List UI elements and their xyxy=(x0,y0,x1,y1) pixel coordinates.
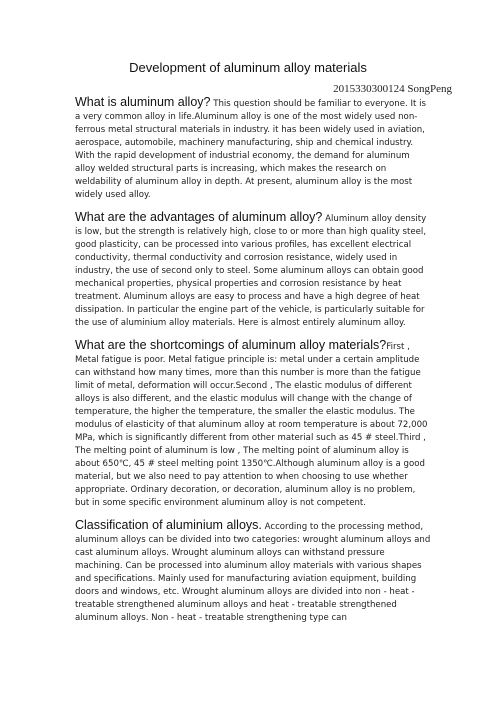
section-advantages xyxy=(75,211,431,330)
section-body: According to the processing method, aluminum alloys can be divided into two categories: wrought aluminum alloys and cast aluminum alloys. Wrought aluminum alloys can withstand pressure machining. Can be processed into aluminum alloy materials with various shapes and specifications. Mainly used for manufacturing aviation equipment, building doors and windows, etc. Wrought aluminum alloys are divided into non - heat - treatable strengthened aluminum alloys and heat - treatable strengthened aluminum alloys. Non - heat - treatable strengthening type can xyxy=(75,522,431,623)
document-body xyxy=(75,96,431,634)
section-heading: What are the advantages of aluminum alloy? xyxy=(75,210,323,224)
section-what-is xyxy=(75,96,431,202)
section-heading: What is aluminum alloy? xyxy=(75,95,211,109)
document-title: Development of aluminum alloy materials xyxy=(129,60,367,75)
section-body: This question should be familiar to everyone. It is a very common alloy in life.Aluminum alloy is one of the most widely used non-ferrous metal structural materials in industry. it has been widely used in aviation, aerospace, automobile, machinery manufacturing, ship and chemical industry. With the rapid development of industrial economy, the demand for aluminum alloy welded structural parts is increasing, which makes the research on weldability of aluminum alloy in depth. At present, aluminum alloy is the most widely used alloy. xyxy=(75,99,426,200)
section-shortcomings xyxy=(75,339,431,510)
section-heading: What are the shortcomings of aluminum alloy materials? xyxy=(75,338,387,352)
section-body: Aluminum alloy density is low, but the strength is relatively high, close to or more than high quality steel, good plasticity, can be processed into various profiles, has excellent electrical conductivity, thermal conductivity and corrosion resistance, widely used in industry, the use of second only to steel. Some aluminum alloys can obtain good mechanical properties, physical properties and corrosion resistance by heat treatment. Aluminum alloys are easy to process and have a high degree of heat dissipation. In particular the engine part of the vehicle, is particularly suitable for the use of aluminium alloy materials. Here is almost entirely aluminum alloy. xyxy=(75,214,427,328)
section-classification xyxy=(75,519,431,625)
section-heading: Classification of aluminium alloys. xyxy=(75,518,262,532)
section-body: First , Metal fatigue is poor. Metal fatigue principle is: metal under a certain amplitude can withstand how many times, more than this number is more than the fatigue limit of metal, deformation will occur.Second , The elastic modulus of different alloys is also different, and the elastic modulus will change with the change of temperature, the higher the temperature, the smaller the elastic modulus. The modulus of elasticity of that aluminum alloy at room temperature is about 72,000 MPa, which is significantly different from other material such as 45 # steel.Third , The melting point of aluminum is low , The melting point of aluminum alloy is about 650℃, 45 # steel melting point 1350℃.Although aluminum alloy is a good material, but we also need to pay attention to when choosing to use whether appropriate. Ordinary decoration, or decoration, aluminum alloy is no problem, but in some specific environment aluminum alloy is not competent. xyxy=(75,342,428,508)
author-line: 2015330300124 SongPeng xyxy=(333,83,452,95)
